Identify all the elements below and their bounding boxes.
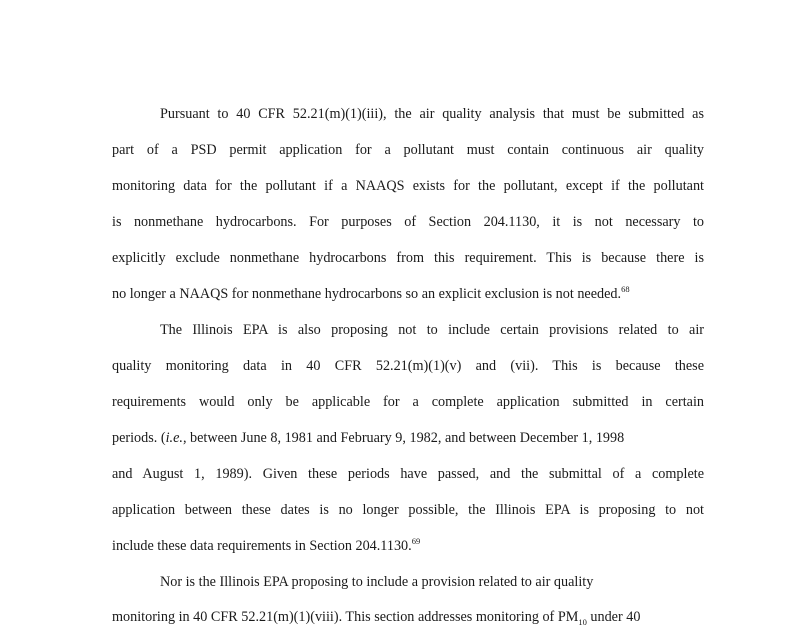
paragraph-2-italic-ie: i.e. <box>165 430 183 446</box>
paragraph-2-line-5: and August 1, 1989). Given these periods have passed, and the submittal of a complete <box>112 466 704 482</box>
paragraph-3-line-2-end: under 40 <box>586 609 641 625</box>
paragraph-2-line-7 <box>112 538 420 554</box>
paragraph-2-line-3: requirements would only be applicable for a complete application submitted in certain <box>112 394 704 410</box>
paragraph-3-line-2 <box>112 609 704 630</box>
paragraph-1-line-3: monitoring data for the pollutant if a NAAQS exists for the pollutant, except if the pollutant <box>112 178 704 194</box>
paragraph-1-line-6-text: no longer a NAAQS for nonmethane hydrocarbons so an explicit exclusion is not needed. <box>112 286 622 302</box>
paragraph-2-line-4-start: periods. ( <box>112 430 166 446</box>
paragraph-2-line-4-rest: , between June 8, 1981 and February 9, 1982, and between December 1, 1998 <box>182 430 625 446</box>
paragraph-1-line-1: Pursuant to 40 CFR 52.21(m)(1)(iii), the air quality analysis that must be submitted as <box>160 106 704 122</box>
paragraph-3-line-1: Nor is the Illinois EPA proposing to include a provision related to air quality <box>160 574 594 590</box>
paragraph-2-line-1: The Illinois EPA is also proposing not to include certain provisions related to air <box>160 322 704 338</box>
paragraph-1-line-6 <box>112 286 630 302</box>
paragraph-2-line-6: application between these dates is no longer possible, the Illinois EPA is proposing to not <box>112 502 704 518</box>
paragraph-2-line-2: quality monitoring data in 40 CFR 52.21(m)(1)(v) and (vii). This is because these <box>112 358 704 374</box>
paragraph-3-line-2-text: monitoring in 40 CFR 52.21(m)(1)(viii). This section addresses monitoring of PM <box>112 609 579 625</box>
pm-subscript: 10 <box>578 616 587 627</box>
paragraph-1-line-4: is nonmethane hydrocarbons. For purposes of Section 204.1130, it is not necessary to <box>112 214 704 230</box>
paragraph-2-line-7-text: include these data requirements in Section 204.1130. <box>112 538 412 554</box>
paragraph-2-line-4 <box>112 430 704 446</box>
paragraph-1-line-5: explicitly exclude nonmethane hydrocarbons from this requirement. This is because there is <box>112 250 704 266</box>
paragraph-1-line-2: part of a PSD permit application for a pollutant must contain continuous air quality <box>112 142 704 158</box>
footnote-ref-68[interactable]: 68 <box>621 284 630 294</box>
footnote-ref-69[interactable]: 69 <box>411 536 421 546</box>
